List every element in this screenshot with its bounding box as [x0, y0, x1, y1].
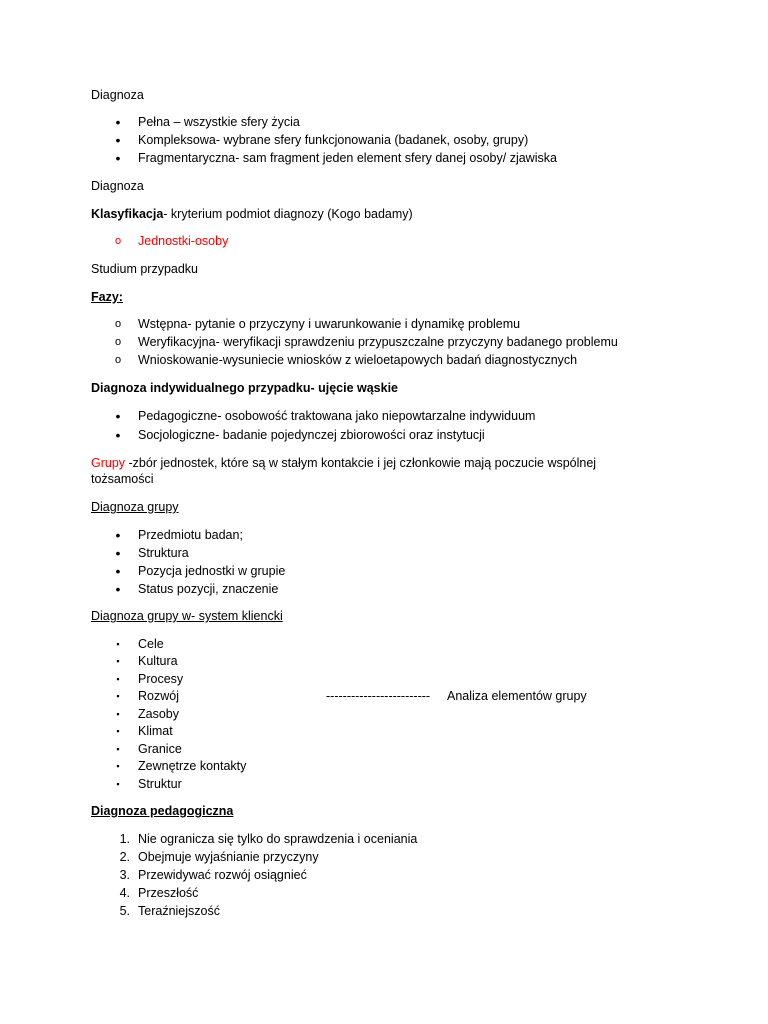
bullet-circle: o — [114, 354, 122, 366]
list-item: Weryfikacyjna- weryfikacji sprawdzeniu przypuszczalne przyczyny badanego problemu — [138, 335, 618, 349]
list-number: 2. — [119, 850, 130, 864]
bullet-square: ▪ — [116, 726, 120, 736]
bullet-disc: • — [115, 114, 121, 130]
bullet-disc: • — [115, 427, 121, 443]
list-number: 1. — [119, 832, 130, 846]
list-item: Socjologiczne- badanie pojedynczej zbiorowości oraz instytucji — [138, 428, 485, 442]
bullet-circle: o — [114, 235, 122, 247]
list-number: 3. — [119, 868, 130, 882]
list-item: Struktur — [138, 777, 182, 791]
bullet-square: ▪ — [116, 744, 120, 754]
bullet-square: ▪ — [116, 639, 120, 649]
list-item: Obejmuje wyjaśnianie przyczyny — [138, 850, 319, 864]
list-item: Pedagogiczne- osobowość traktowana jako niepowtarzalne indywiduum — [138, 409, 536, 423]
grupy-definition — [91, 455, 651, 487]
bullet-disc: • — [115, 527, 121, 543]
list-item: Przedmiotu badan; — [138, 528, 243, 542]
list-item: Kultura — [138, 654, 178, 668]
bullet-disc: • — [115, 545, 121, 561]
klasyfikacja-text: - kryterium podmiot diagnozy (Kogo badamy) — [163, 207, 413, 221]
list-item: Struktura — [138, 546, 189, 560]
bullet-circle: o — [114, 318, 122, 330]
list-item: Cele — [138, 637, 164, 651]
heading-diagnoza-pedagogiczna: Diagnoza pedagogiczna — [91, 804, 234, 818]
bullet-circle: o — [114, 336, 122, 348]
list-item: Procesy — [138, 672, 184, 686]
grupy-term: Grupy — [91, 456, 126, 470]
list-item: Zewnętrze kontakty — [138, 759, 247, 773]
bullet-square: ▪ — [116, 709, 120, 719]
heading-system-kliencki: Diagnoza grupy w- system kliencki — [91, 609, 283, 623]
list-item: Przeszłość — [138, 886, 199, 900]
bullet-square: ▪ — [116, 761, 120, 771]
klasyfikacja-line — [91, 206, 413, 222]
bullet-square: ▪ — [116, 691, 120, 701]
heading-diagnoza-2: Diagnoza — [91, 179, 144, 193]
list-item: Teraźniejszość — [138, 904, 220, 918]
analiza-label: Analiza elementów grupy — [447, 689, 587, 703]
list-item: Pozycja jednostki w grupie — [138, 564, 286, 578]
heading-diagnoza-grupy: Diagnoza grupy — [91, 500, 179, 514]
list-item-jednostki: Jednostki-osoby — [138, 234, 229, 248]
dashed-connector: ------------------------- — [326, 689, 431, 703]
heading-diagnoza-1: Diagnoza — [91, 88, 144, 102]
bullet-disc: • — [115, 408, 121, 424]
list-item: Granice — [138, 742, 182, 756]
heading-fazy: Fazy: — [91, 290, 123, 304]
klasyfikacja-label: Klasyfikacja — [91, 207, 164, 221]
bullet-disc: • — [115, 132, 121, 148]
bullet-disc: • — [115, 150, 121, 166]
studium-przypadku: Studium przypadku — [91, 262, 199, 276]
list-item: Wstępna- pytanie o przyczyny i uwarunkowanie i dynamikę problemu — [138, 317, 521, 331]
bullet-disc: • — [115, 563, 121, 579]
list-item: Rozwój — [138, 689, 179, 703]
heading-indywidualny: Diagnoza indywidualnego przypadku- ujęcie wąskie — [91, 381, 399, 395]
bullet-square: ▪ — [116, 674, 120, 684]
list-item: Klimat — [138, 724, 173, 738]
bullet-disc: • — [115, 581, 121, 597]
list-number: 5. — [119, 904, 130, 918]
list-number: 4. — [119, 886, 130, 900]
list-item: Zasoby — [138, 707, 179, 721]
grupy-text: -zbór jednostek, które są w stałym kontakcie i jej członkowie mają poczucie wspólnej tożsamości — [91, 456, 597, 486]
list-item: Nie ogranicza się tylko do sprawdzenia i oceniania — [138, 832, 418, 846]
list-item: Wnioskowanie-wysuniecie wniosków z wieloetapowych badań diagnostycznych — [138, 353, 578, 367]
bullet-square: ▪ — [116, 779, 120, 789]
bullet-square: ▪ — [116, 656, 120, 666]
list-item: Pełna – wszystkie sfery życia — [138, 115, 300, 129]
list-item: Przewidywać rozwój osiągnieć — [138, 868, 307, 882]
list-item: Status pozycji, znaczenie — [138, 582, 279, 596]
list-item: Fragmentaryczna- sam fragment jeden element sfery danej osoby/ zjawiska — [138, 151, 557, 165]
list-item: Kompleksowa- wybrane sfery funkcjonowania (badanek, osoby, grupy) — [138, 133, 529, 147]
